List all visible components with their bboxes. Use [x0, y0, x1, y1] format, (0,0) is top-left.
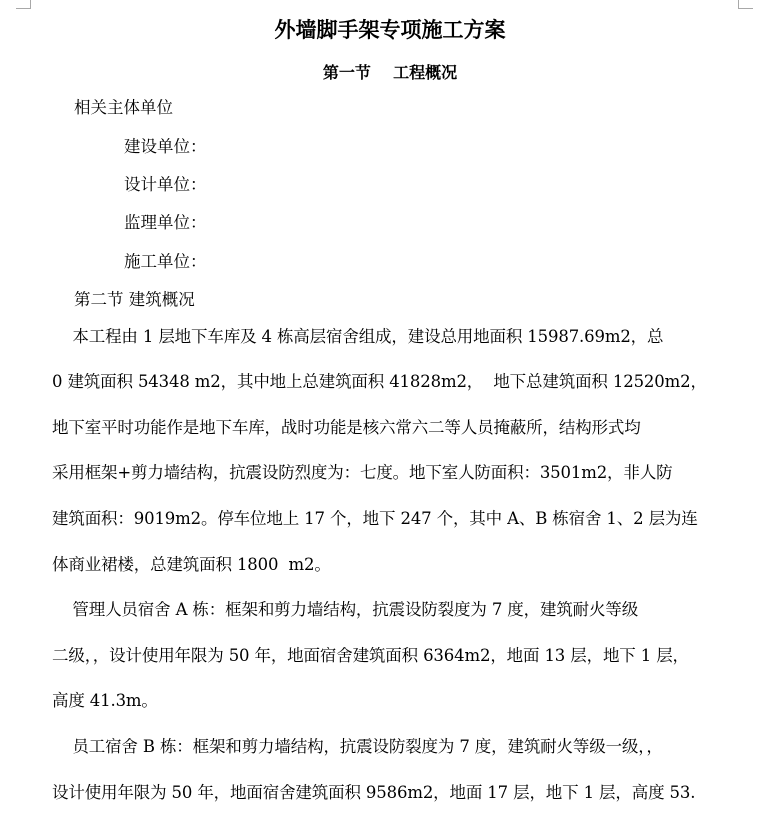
section-2-heading: 第二节 建筑概况	[74, 290, 195, 309]
page-corner-mark-right	[738, 0, 753, 9]
paragraph-line: 体商业裙楼，总建筑面积 1800 m2。	[52, 555, 331, 574]
paragraph-line: 设计使用年限为 50 年，地面宿舍建筑面积 9586m2，地面 17 层，地下 1 层，高度 53.	[52, 783, 696, 802]
paragraph-line: 建筑面积：9019m2。停车位地上 17 个，地下 247 个，其中 A、B 栋宿舍 1、2 层为连	[52, 509, 698, 528]
paragraph-line: 二级，，设计使用年限为 50 年，地面宿舍建筑面积 6364m2，地面 13 层，地下 1 层，	[52, 646, 689, 665]
paragraph-line: 采用框架+剪力墙结构，抗震设防烈度为：七度。地下室人防面积：3501m2，非人防	[52, 463, 673, 482]
document-title: 外墙脚手架专项施工方案	[274, 17, 506, 42]
paragraph-line: 本工程由 1 层地下车库及 4 栋高层宿舍组成，建设总用地面积 15987.69m2，总	[52, 327, 664, 346]
paragraph-line: 管理人员宿舍 A 栋：框架和剪力墙结构，抗震设防裂度为 7 度，建筑耐火等级	[52, 600, 639, 619]
related-units-heading: 相关主体单位	[74, 98, 173, 117]
section-1-heading: 第一节 工程概况	[322, 63, 458, 82]
paragraph-line: 员工宿舍 B 栋：框架和剪力墙结构，抗震设防裂度为 7 度，建筑耐火等级一级，，	[52, 737, 663, 756]
unit-contractor-label: 施工单位：	[124, 252, 207, 271]
page-corner-mark-left	[16, 0, 31, 9]
unit-designer-label: 设计单位：	[124, 175, 207, 194]
paragraph-line: 地下室平时功能作是地下车库，战时功能是核六常六二等人员掩蔽所，结构形式均	[52, 418, 641, 437]
unit-supervisor-label: 监理单位：	[124, 213, 207, 232]
unit-owner-label: 建设单位：	[124, 137, 207, 156]
paragraph-line: 0 建筑面积 54348 m2，其中地上总建筑面积 41828m2， 地下总建筑面积 12520m2，	[52, 372, 707, 391]
paragraph-line: 高度 41.3m。	[52, 691, 158, 710]
